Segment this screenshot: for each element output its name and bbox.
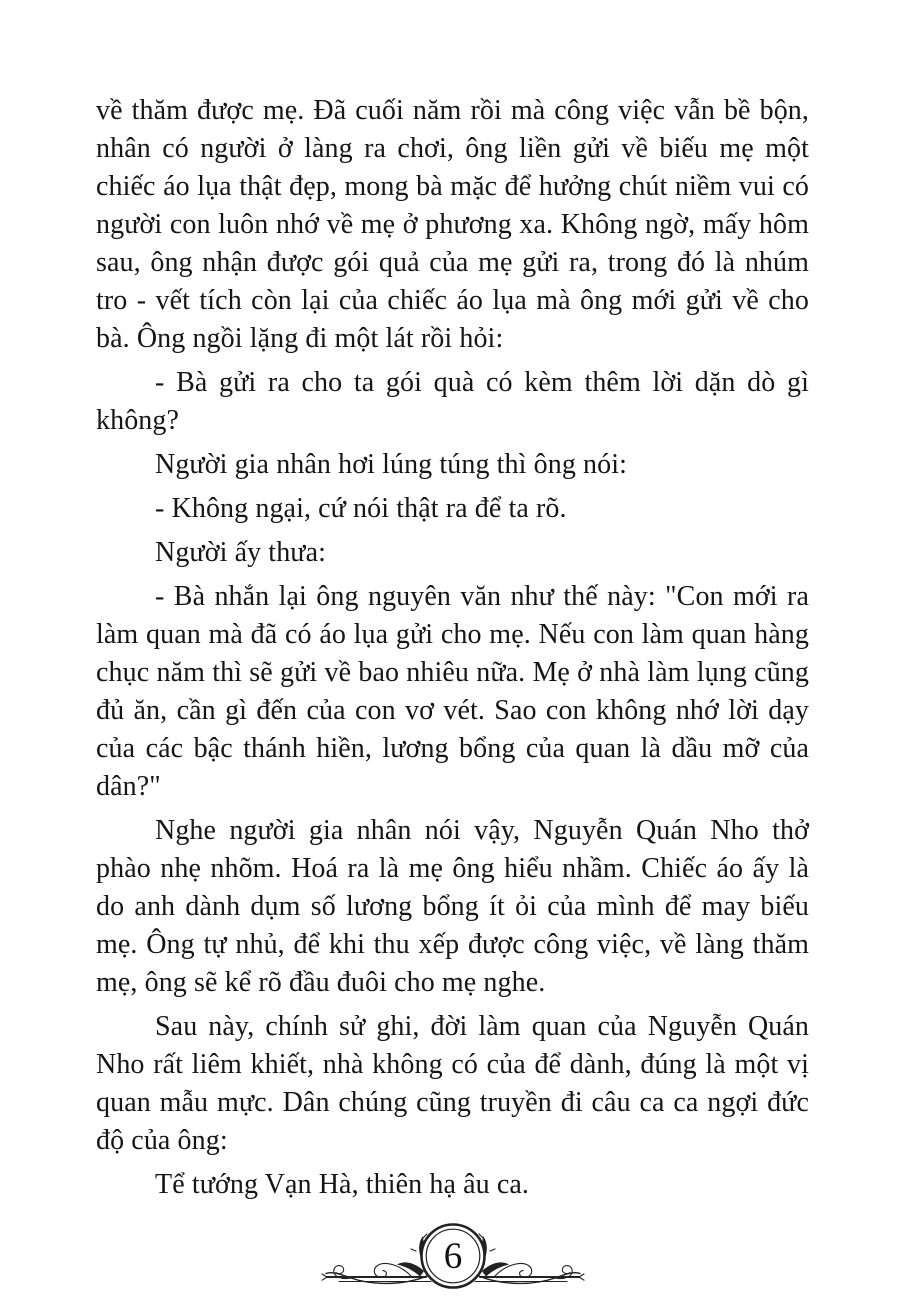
paragraph: về thăm được mẹ. Đã cuối năm rồi mà công việc vẫn bề bộn, nhân có người ở làng ra chơi, ông liền gửi về biếu mẹ một chiếc áo lụa thật đẹp, mong bà mặc để hưởng chút niềm vui có người con luôn nhớ về mẹ ở phương xa. Không ngờ, mấy hôm sau, ông nhận được gói quả của mẹ gửi ra, trong đó là nhúm tro - vết tích còn lại của chiếc áo lụa mà ông mới gửi về cho bà. Ông ngồi lặng đi một lát rồi hỏi:: [96, 95, 809, 354]
paragraph: Người ấy thưa:: [155, 537, 326, 568]
paragraph: Người gia nhân hơi lúng túng thì ông nói:: [155, 449, 627, 480]
paragraph: - Bà gửi ra cho ta gói quà có kèm thêm lời dặn dò gì không?: [96, 367, 809, 436]
flourish-divider-icon: [313, 1214, 593, 1302]
page-footer: [96, 1214, 809, 1307]
paragraph: Sau này, chính sử ghi, đời làm quan của Nguyễn Quán Nho rất liêm khiết, nhà không có của để dành, đúng là một vị quan mẫu mực. Dân chúng cũng truyền đi câu ca ca ngợi đức độ của ông:: [96, 1011, 809, 1156]
text-block: [96, 92, 809, 1204]
paragraph: - Không ngại, cứ nói thật ra để ta rõ.: [155, 493, 567, 524]
page-number: 6: [443, 1236, 462, 1277]
paragraph: Nghe người gia nhân nói vậy, Nguyễn Quán Nho thở phào nhẹ nhõm. Hoá ra là mẹ ông hiểu nhầm. Chiếc áo ấy là do anh dành dụm số lương bổng ít ỏi của mình để may biếu mẹ. Ông tự nhủ, để khi thu xếp được công việc, về làng thăm mẹ, ông sẽ kể rõ đầu đuôi cho mẹ nghe.: [96, 815, 809, 998]
paragraph: - Bà nhắn lại ông nguyên văn như thế này: "Con mới ra làm quan mà đã có áo lụa gửi cho mẹ. Nếu con làm quan hàng chục năm thì sẽ gửi về bao nhiêu nữa. Mẹ ở nhà làm lụng cũng đủ ăn, cần gì đến của con vơ vét. Sao con không nhớ lời dạy của các bậc thánh hiền, lương bổng của quan là dầu mỡ của dân?": [96, 581, 809, 802]
paragraph: Tể tướng Vạn Hà, thiên hạ âu ca.: [155, 1169, 529, 1200]
